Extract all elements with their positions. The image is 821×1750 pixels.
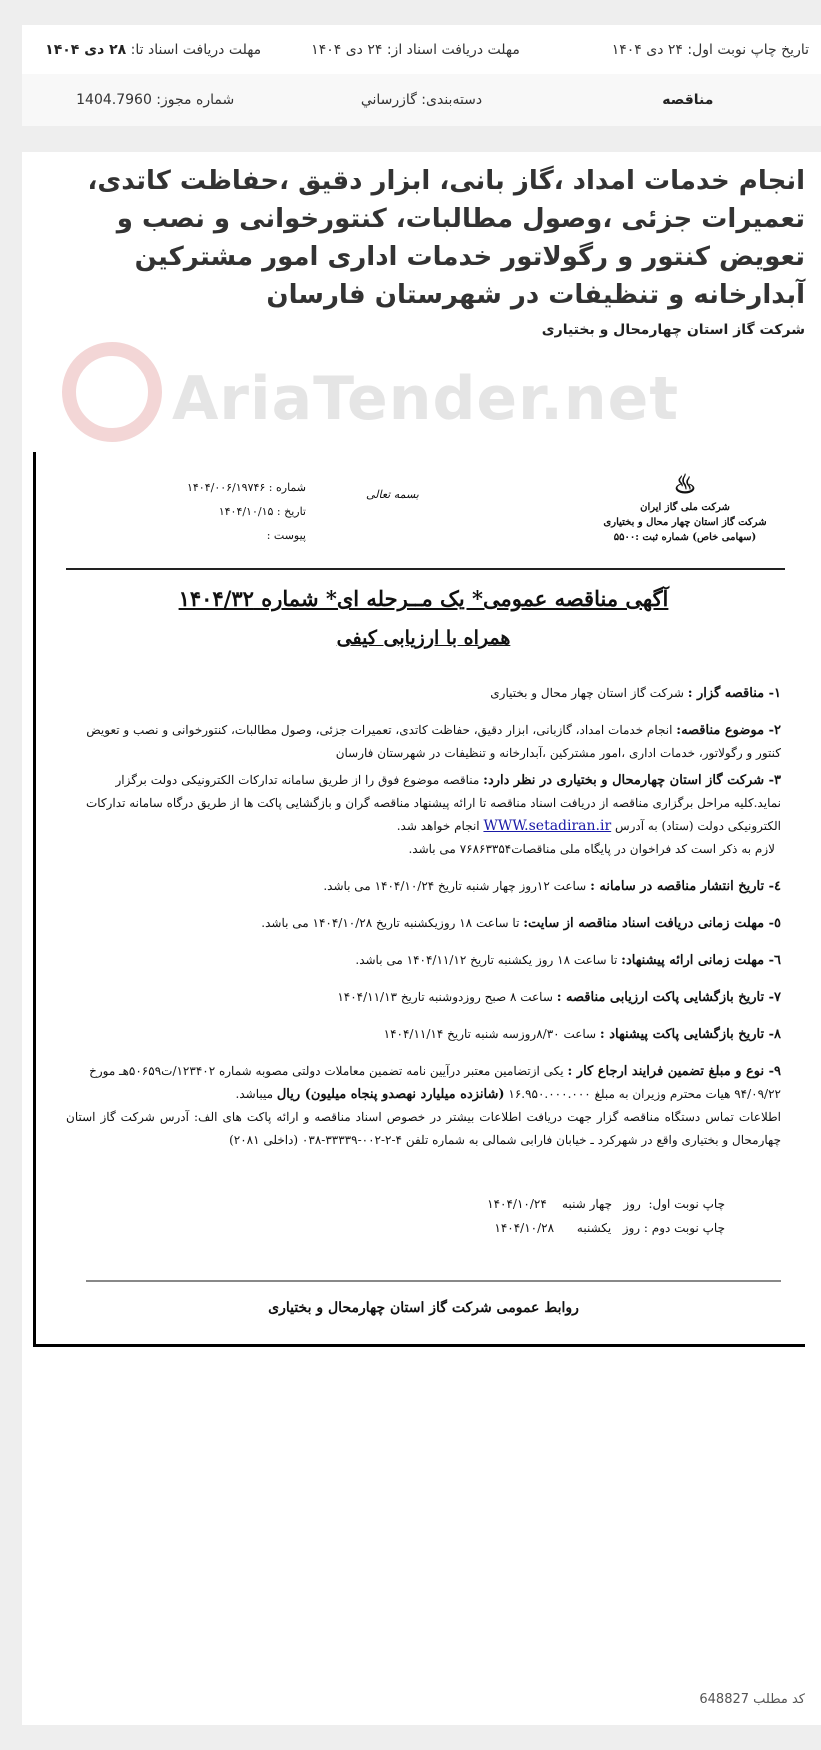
item-text: میباشد. xyxy=(235,1087,277,1101)
page-title: انجام خدمات امداد ،گاز بانی، ابزار دقیق ،حفاظت کاتدی، تعمیرات جزئی ،وصول مطالبات، کنتورخوانی و نصب و تعویض کنتور و رگولاتور خدمات اداری امور مشترکین آبدارخانه و تنظیفات در شهرستان فارسان xyxy=(87,166,805,310)
tender-items xyxy=(66,682,781,1152)
item-label: ۸- تاریخ بازگشایی پاکت پیشنهاد : xyxy=(599,1027,781,1042)
tender-meta xyxy=(22,25,821,126)
doc-number: شماره : ۱۴۰۴/۰۰۶/۱۹۷۴۶ xyxy=(186,481,306,494)
public-relations-signature: روابط عمومی شرکت گاز استان چهارمحال و بختیاری xyxy=(268,1300,579,1316)
item-text: مناقصه موضوع فوق را از طریق سامانه تدارکات الکترونیکی دولت برگزار نماید.کلیه مراحل برگزاری مناقصه از دریافت اسناد مناقصه تا ارائه پیشنهاد مناقصه گران و بازگشایی پاکت ها از طریق درگاه سامانه تدارکات الکترونیکی دولت (ستاد) به آدرس xyxy=(85,773,781,833)
document-header xyxy=(66,470,785,570)
flame-logo-icon: ♨ xyxy=(673,470,697,500)
document-heading-wrap xyxy=(66,584,781,614)
watermark: AriaTender.net xyxy=(172,364,680,434)
doc-date: تاریخ : ۱۴۰۴/۱۰/۱۵ xyxy=(218,505,306,518)
doc-to-label: مهلت دریافت اسناد تا: xyxy=(126,41,262,58)
item-text: یکی ازتضامین معتبر درآیین نامه تضمین معاملات دولتی مصوبه شماره ۱۲۳۴۰۲/ت۵۰۶۵۹هـ مورخ ۹۴/۰۹/۲۲ هیات محترم وزیران به مبلغ ۱۶.۹۵۰.۰۰۰.۰۰۰ xyxy=(89,1064,781,1101)
item-label: ۲- موضوع مناقصه: xyxy=(676,723,781,738)
category: دسته‌بندی: گازرساني xyxy=(360,92,483,108)
item-label: ٥- مهلت زمانی دریافت اسناد مناقصه از سایت: xyxy=(523,916,781,931)
print-dates xyxy=(66,1192,725,1240)
doc-deadline-from: مهلت دریافت اسناد از: ۲۴ دی ۱۴۰۴ xyxy=(311,41,520,58)
list-item xyxy=(66,1023,781,1046)
item-text: انجام خدمات امداد، گازبانی، ابزار دقیق، حفاظت کاتدی، تعمیرات جزئی، وصول مطالبات، کنتورخوانی و نصب و تعویض کنتور و رگولاتور، خدمات اداری ،امور مشترکین ،آبدارخانه و تنظیفات در شهرستان فارسان xyxy=(86,723,781,760)
logo-line: شرکت ملی گاز ایران xyxy=(640,502,730,513)
watermark-area xyxy=(22,342,805,452)
document-subheading-wrap xyxy=(66,624,781,652)
tender-document xyxy=(33,452,805,1347)
item-text: ساعت ۸/۳۰روزسه شنبه تاریخ ۱۴۰۴/۱۱/۱۴ xyxy=(383,1027,600,1041)
list-item xyxy=(66,875,781,898)
item-text: ساعت ۱۲روز چهار شنبه تاریخ ۱۴۰۴/۱۰/۲۴ می باشد. xyxy=(323,879,591,893)
item-label: ۳- شرکت گاز استان چهارمحال و بختیاری در نظر دارد: xyxy=(483,773,781,788)
content-code: کد مطلب 648827 xyxy=(699,1692,805,1707)
print-first: چاپ نوبت اول: روز چهار شنبه ۱۴۰۴/۱۰/۲۴ xyxy=(487,1197,725,1211)
license-number: شماره مجوز: 1404.7960 xyxy=(76,92,235,108)
bismillah: بسمه تعالی xyxy=(366,488,419,501)
company-name: شرکت گاز استان چهارمحال و بختیاری xyxy=(541,322,805,338)
list-item xyxy=(66,1060,781,1106)
item-text: ساعت ۸ صبح روزدوشنبه تاریخ ۱۴۰۴/۱۱/۱۳ xyxy=(337,990,557,1004)
item-label: ٤- تاریخ انتشار مناقصه در سامانه : xyxy=(590,879,781,894)
tender-type-cell xyxy=(555,92,821,108)
print-second: چاپ نوبت دوم : روز یکشنبه ۱۴۰۴/۱۰/۲۸ xyxy=(494,1221,725,1235)
doc-attachment: پیوست : xyxy=(266,529,306,542)
document-refs xyxy=(106,476,306,548)
item-label: ۹- نوع و مبلغ تضمین فرایند ارجاع کار : xyxy=(567,1064,781,1079)
item-text: تا ساعت ۱۸ روز یکشنبه تاریخ ۱۴۰۴/۱۱/۱۲ می باشد. xyxy=(355,953,622,967)
item-label: (شانزده میلیارد نهصدو پنجاه میلیون) ریال xyxy=(276,1087,505,1102)
list-item-note: لازم به ذکر است کد فراخوان در پایگاه ملی مناقصات۷۶۸۶۳۳۵۴ می باشد. xyxy=(408,842,775,856)
watermark-logo-icon xyxy=(62,342,162,442)
item-label: ۷- تاریخ بازگشایی پاکت ارزیابی مناقصه : xyxy=(556,990,781,1005)
tender-type: مناقصه xyxy=(662,92,714,108)
list-item xyxy=(66,949,781,972)
tender-card xyxy=(22,152,821,1725)
item-label: ۱- مناقصه گزار : xyxy=(687,686,781,701)
doc-to-value: ۲۸ دی ۱۴۰۴ xyxy=(45,41,127,58)
list-item xyxy=(66,769,781,838)
document-heading: آگهی مناقصه عمومی* یک مــرحله ای* شماره ۱۴۰۴/۳۲ xyxy=(178,586,669,611)
first-print-date: تاریخ چاپ نوبت اول: ۲۴ دی ۱۴۰۴ xyxy=(611,41,809,58)
list-item xyxy=(66,912,781,935)
item-text: شرکت گاز استان چهار محال و بختیاری xyxy=(490,686,688,700)
contact-info: اطلاعات تماس دستگاه مناقصه گزار جهت دریافت اطلاعات بیشتر در خصوص اسناد مناقصه و ارائه پاکت های الف: آدرس شرکت گاز استان چهارمحال و بختیاری واقع در شهرکرد ـ خیابان فارابی شمالی به شماره تلفن ۴-۲-۰۰۲-۳۳۳۳۹-۰۳۸ (داخلی ۲۰۸۱) xyxy=(66,1110,781,1147)
nigc-logo xyxy=(585,470,785,545)
divider xyxy=(86,1280,781,1282)
item-text: تا ساعت ۱۸ روزیکشنبه تاریخ ۱۴۰۴/۱۰/۲۸ می باشد. xyxy=(261,916,524,930)
document-subheading: همراه با ارزیابی کیفی xyxy=(336,627,511,649)
list-item xyxy=(66,682,781,705)
item-label: ٦- مهلت زمانی ارائه پیشنهاد: xyxy=(621,953,781,968)
logo-line: شرکت گاز استان چهار محال و بختیاری xyxy=(603,517,767,528)
list-item xyxy=(66,986,781,1009)
setadiran-link[interactable]: WWW.setadiran.ir xyxy=(483,818,612,834)
logo-line: (سهامی خاص) شماره ثبت :۵۵۰۰ xyxy=(613,532,757,543)
doc-deadline-to xyxy=(22,42,284,58)
list-item xyxy=(66,719,781,765)
item-text: انجام خواهد شد. xyxy=(396,819,484,833)
